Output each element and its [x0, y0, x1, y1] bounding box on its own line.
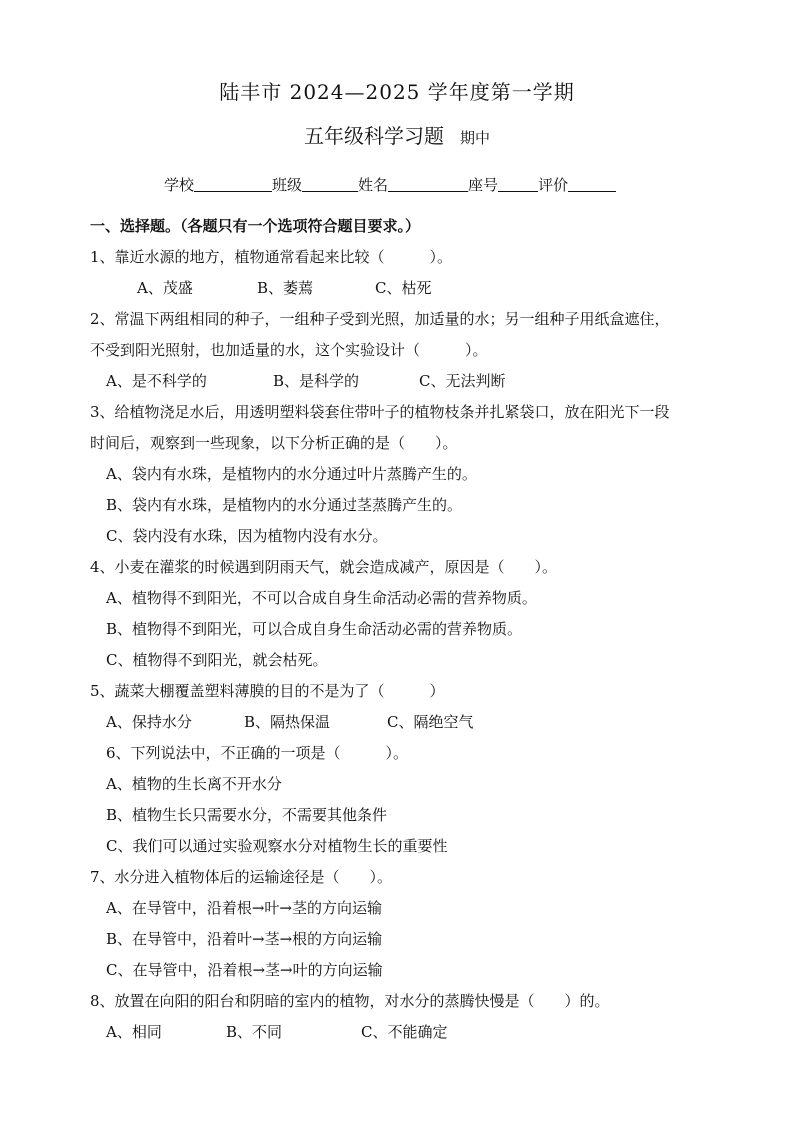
question-2-stem: 2、常温下两组相同的种子，一组种子受到光照，加适量的水；另一组种子用纸盒遮住， — [90, 310, 670, 328]
question-7-option-a[interactable]: A、在导管中，沿着根→叶→茎的方向运输 — [106, 899, 382, 917]
question-6-option-a[interactable]: A、植物的生长离不开水分 — [106, 775, 282, 793]
subtitle-tag: 期中 — [459, 129, 490, 147]
question-5-stem: 5、蔬菜大棚覆盖塑料薄膜的目的不是为了（ ） — [90, 682, 445, 700]
page-subtitle — [0, 120, 794, 149]
class-blank[interactable] — [302, 175, 358, 192]
question-3-option-c[interactable]: C、袋内没有水珠，因为植物内没有水分。 — [106, 527, 388, 545]
question-3-stem-cont: 时间后，观察到一些现象，以下分析正确的是（ ）。 — [90, 434, 458, 452]
option-c[interactable]: C、无法判断 — [419, 372, 506, 390]
school-blank[interactable] — [194, 175, 272, 192]
class-label: 班级 — [272, 176, 303, 194]
question-2-stem-cont: 不受到阳光照射，也加适量的水，这个实验设计（ ）。 — [90, 341, 488, 359]
question-1-options — [90, 273, 710, 304]
student-info-line — [164, 174, 616, 195]
subtitle-text: 五年级科学习题 — [303, 124, 444, 148]
option-c[interactable]: C、不能确定 — [361, 1023, 448, 1041]
option-c[interactable]: C、枯死 — [375, 279, 432, 297]
name-label: 姓名 — [358, 176, 389, 194]
question-7-option-c[interactable]: C、在导管中，沿着根→茎→叶的方向运输 — [106, 961, 383, 979]
question-7-stem: 7、水分进入植物体后的运输途径是（ ）。 — [90, 868, 393, 886]
question-6-option-b[interactable]: B、植物生长只需要水分，不需要其他条件 — [106, 806, 388, 824]
section-heading: 一、选择题。（各题只有一个选项符合题目要求。） — [90, 217, 421, 235]
question-list — [90, 211, 710, 1048]
option-c[interactable]: C、隔绝空气 — [387, 713, 474, 731]
question-4-option-c[interactable]: C、植物得不到阳光，就会枯死。 — [106, 651, 328, 669]
option-b[interactable]: B、是科学的 — [273, 372, 360, 390]
question-3-stem: 3、给植物浇足水后，用透明塑料袋套住带叶子的植物枝条并扎紧袋口，放在阳光下一段 — [90, 403, 670, 421]
seat-label: 座号 — [468, 176, 499, 194]
question-6-stem: 6、下列说法中，不正确的一项是（ ）。 — [106, 744, 409, 762]
question-2-options — [90, 366, 710, 397]
seat-blank[interactable] — [498, 175, 538, 192]
option-b[interactable]: B、隔热保温 — [244, 713, 331, 731]
option-a[interactable]: A、保持水分 — [106, 713, 192, 731]
page-title: 陆丰市 2024—2025 学年度第一学期 — [219, 80, 575, 104]
option-b[interactable]: B、不同 — [226, 1023, 283, 1041]
question-3-option-b[interactable]: B、袋内有水珠，是植物内的水分通过茎蒸腾产生的。 — [106, 496, 463, 514]
question-4-option-a[interactable]: A、植物得不到阳光，不可以合成自身生命活动必需的营养物质。 — [106, 589, 537, 607]
name-blank[interactable] — [388, 175, 468, 192]
option-b[interactable]: B、萎蔫 — [257, 279, 314, 297]
question-3-option-a[interactable]: A、袋内有水珠，是植物内的水分通过叶片蒸腾产生的。 — [106, 465, 477, 483]
question-8-options — [90, 1017, 710, 1048]
question-5-options — [90, 707, 710, 738]
school-label: 学校 — [164, 176, 195, 194]
option-a[interactable]: A、茂盛 — [137, 279, 193, 297]
question-7-option-b[interactable]: B、在导管中，沿着叶→茎→根的方向运输 — [106, 930, 383, 948]
option-a[interactable]: A、相同 — [106, 1023, 162, 1041]
question-4-option-b[interactable]: B、植物得不到阳光，可以合成自身生命活动必需的营养物质。 — [106, 620, 523, 638]
option-a[interactable]: A、是不科学的 — [106, 372, 207, 390]
question-8-stem: 8、放置在向阳的阳台和阴暗的室内的植物，对水分的蒸腾快慢是（ ）的。 — [90, 992, 610, 1010]
question-6-option-c[interactable]: C、我们可以通过实验观察水分对植物生长的重要性 — [106, 837, 448, 855]
grade-blank[interactable] — [568, 175, 616, 192]
grade-label: 评价 — [538, 176, 569, 194]
question-4-stem: 4、小麦在灌浆的时候遇到阴雨天气，就会造成减产，原因是（ ）。 — [90, 558, 558, 576]
question-1-stem: 1、靠近水源的地方，植物通常看起来比较（ ）。 — [90, 248, 453, 266]
